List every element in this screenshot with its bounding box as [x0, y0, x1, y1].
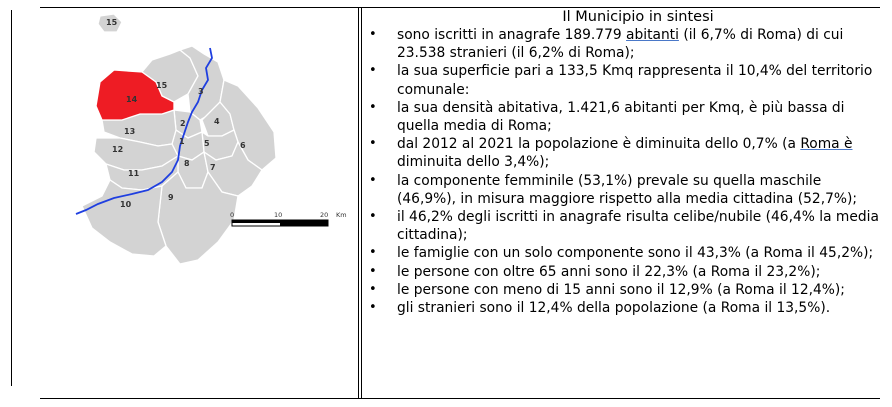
bullet-icon: •: [369, 209, 377, 225]
label-3: 3: [198, 87, 204, 96]
panel-title: Il Municipio in sintesi: [562, 9, 714, 25]
bullet-icon: •: [369, 281, 377, 297]
label-12: 12: [112, 145, 124, 154]
label-14: 14: [126, 95, 138, 104]
list-item: • la componente femminile (53,1%) prevale su quella maschile (46,9%), in misura maggiore rispetto alla media cittadina (52,7%);: [369, 172, 857, 207]
column-divider-double: [361, 7, 362, 399]
scale-unit: Km: [336, 211, 347, 219]
scale-label-10: 10: [274, 211, 283, 219]
list-item: • la sua densità abitativa, 1.421,6 abitanti per Kmq, è più bassa di quella media di Roma;: [369, 99, 845, 135]
list-item: • gli stranieri sono il 12,4% della popolazione (a Roma il 13,5%).: [369, 300, 831, 317]
list-item: • le persone con meno di 15 anni sono il 12,9% (a Roma il 12,4%);: [369, 281, 845, 298]
label-15-north: 15: [106, 18, 118, 27]
bullet-icon: •: [369, 27, 377, 42]
rome-municipi-map: [62, 10, 352, 270]
label-10: 10: [120, 200, 132, 209]
bullet-icon: •: [369, 136, 377, 152]
label-9: 9: [168, 193, 174, 202]
label-5: 5: [204, 139, 210, 148]
list-item: • la sua superficie pari a 133,5 Kmq rappresenta il 10,4% del territorio comunale:: [369, 63, 873, 98]
bullet-icon: •: [369, 172, 377, 188]
left-frame-line: [11, 10, 12, 386]
bullet-icon: •: [369, 245, 377, 261]
column-divider: [358, 7, 359, 399]
label-11: 11: [128, 169, 140, 178]
label-8: 8: [184, 159, 190, 168]
scale-label-20: 20: [320, 211, 329, 219]
bottom-frame-line: [40, 398, 880, 399]
bullet-icon: •: [369, 263, 377, 279]
list-item: • le persone con oltre 65 anni sono il 22,3% (a Roma il 23,2%);: [369, 263, 821, 280]
bullet-icon: •: [369, 300, 377, 316]
label-4: 4: [214, 117, 220, 126]
list-item: • il 46,2% degli iscritti in anagrafe risulta celibe/nubile (46,4% la media cittadina);: [369, 209, 879, 244]
municipio-10: [82, 180, 166, 256]
label-6: 6: [240, 141, 246, 150]
list-item: • sono iscritti in anagrafe 189.779 abitanti (il 6,7% di Roma) di cui 23.538 stranieri (il 6,2% di Roma);: [369, 27, 844, 62]
label-2: 2: [180, 119, 186, 128]
summary-list: [365, 26, 881, 317]
summary-panel: [365, 8, 881, 317]
label-1: 1: [179, 137, 185, 146]
label-13: 13: [124, 127, 136, 136]
bullet-icon: •: [369, 99, 377, 115]
list-item: • dal 2012 al 2021 la popolazione è diminuita dello 0,7% (a Roma è diminuita dello 3,4%);: [369, 136, 853, 171]
scale-label-0: 0: [230, 211, 235, 219]
bullet-icon: •: [369, 63, 377, 79]
scale-bar: [230, 211, 347, 226]
label-7: 7: [210, 163, 216, 172]
list-item: • le famiglie con un solo componente sono il 43,3% (a Roma il 45,2%);: [369, 245, 874, 262]
label-15: 15: [156, 81, 168, 90]
